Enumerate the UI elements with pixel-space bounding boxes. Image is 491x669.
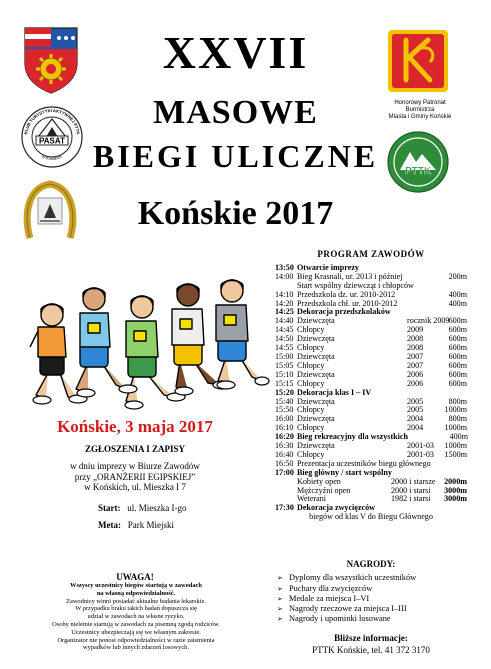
program-distance: 1000m <box>444 405 467 415</box>
program-time: 14:50 <box>275 334 294 344</box>
start-location <box>98 503 186 513</box>
program-time: 16:20 <box>275 432 294 442</box>
program-time: 16:40 <box>275 449 294 459</box>
program-time: 15:20 <box>275 387 294 397</box>
main-race-year: 2000 i starsi <box>391 485 431 495</box>
main-race-distance: 3000m <box>444 485 467 495</box>
main-race-rows <box>275 478 467 505</box>
program-desc: Chłopcy <box>297 360 325 370</box>
notice-bold-1: Wszyscy uczestnicy biegów startują w zawodach <box>70 582 202 589</box>
program-distance <box>467 460 491 469</box>
info-title: Bliższe informacje: <box>334 633 408 643</box>
program-desc: Dziewczęta <box>297 441 335 451</box>
main-race-indent <box>275 487 297 496</box>
program-year: 2008 <box>407 343 424 353</box>
program-year: 2001-03 <box>407 449 434 459</box>
main-race-category: Mężczyźni open <box>297 485 351 495</box>
program-desc: Chłopcy <box>297 343 325 353</box>
main-race-distance: 2000m <box>444 476 467 486</box>
awards-title: NAGRODY: <box>346 559 396 569</box>
patronat-line-3: Miasta i Gminy Końskie <box>388 114 452 120</box>
program-time: 14:45 <box>275 325 294 335</box>
patronat-line-2: Burmistrza <box>405 107 435 113</box>
main-race-category: Weterani <box>297 494 327 504</box>
program-distance: 600m <box>448 334 467 344</box>
program-desc: Dziewczęta <box>297 369 335 379</box>
program-year: 2006 <box>407 378 424 388</box>
program-year: 2004 <box>407 423 424 433</box>
program-time: 13:50 <box>275 262 294 272</box>
program-time: 17:00 <box>275 467 294 477</box>
notice-line-2: W przypadku braku takich badań dopuszcza się <box>75 605 197 613</box>
program-time: 15:40 <box>275 396 294 406</box>
award-item: ➢ Medale za miejsca I–VI <box>275 594 467 604</box>
program-desc: Chłopcy <box>297 423 325 433</box>
program-year: 2008 <box>407 334 424 344</box>
edition-title: XXVII <box>162 27 309 78</box>
program-year: 2005 <box>407 396 424 406</box>
start-label: Start: <box>98 503 121 513</box>
main-race-year: 2000 i starsze <box>391 476 436 486</box>
program-year <box>407 264 443 273</box>
program-time: 16:50 <box>275 458 294 468</box>
pttk-logo-text: PTTK <box>404 166 432 177</box>
program-section <box>275 250 467 522</box>
notice-line-3: udział w zawodach na własne ryzyko. <box>87 613 185 621</box>
final-time: 17:30 <box>275 503 294 513</box>
registration-line-2: przy „ORANŻERII EGIPSKIEJ” <box>74 471 196 482</box>
award-item: ➢ Nagrody i upominki losowane <box>275 614 467 624</box>
finish-location <box>98 520 174 530</box>
program-desc: Chłopcy <box>297 405 325 415</box>
program-desc: Bieg Krasnali, ur. 2013 i później <box>297 271 403 281</box>
program-year: 2007 <box>407 351 424 361</box>
program-distance: 600m <box>448 325 467 335</box>
program-distance: 400m <box>448 298 467 308</box>
registration-body <box>0 461 270 493</box>
meta-value: Park Miejski <box>127 520 174 530</box>
program-year: 2007 <box>407 360 424 370</box>
program-time: 15:00 <box>275 351 294 361</box>
program-distance: 1500m <box>444 449 467 459</box>
main-race-year: 1982 i starsi <box>391 494 431 504</box>
program-desc: Dziewczęta <box>297 334 335 344</box>
info-contact: PTTK Końskie, tel. 41 372 3170 <box>312 645 430 655</box>
runners-illustration <box>30 265 270 415</box>
program-distance: 600m <box>448 316 467 326</box>
registration-title: ZGŁOSZENIA I ZAPISY <box>84 444 186 454</box>
program-desc: Prezentacja uczestników biegu głównego <box>297 458 431 468</box>
program-distance: 600m <box>448 369 467 379</box>
title-line-1: MASOWE <box>153 94 318 131</box>
program-time: 16:00 <box>275 414 294 424</box>
program-time: 15:05 <box>275 360 294 370</box>
awards-section <box>275 559 467 625</box>
program-time: 14:40 <box>275 316 294 326</box>
notice-line-5: Uczestnicy ubezpieczają się we własnym zakresie. <box>71 628 201 636</box>
program-time: 15:50 <box>275 405 294 415</box>
program-year <box>431 460 467 469</box>
program-time: 15:10 <box>275 369 294 379</box>
program-year: 2005 <box>407 405 424 415</box>
program-year: rocznik 2009 <box>407 316 450 326</box>
program-time: 14:25 <box>275 307 294 317</box>
final-label: Dekoracja zwycięzców <box>297 503 375 513</box>
program-title: PROGRAM ZAWODÓW <box>317 249 425 259</box>
program-desc: Start wspólny dziewcząt i chłopców <box>297 280 414 290</box>
program-distance: 600m <box>448 378 467 388</box>
notice-title: UWAGA! <box>116 572 154 582</box>
main-race-category: Kobiety open <box>297 476 341 486</box>
program-distance: 800m <box>448 414 467 424</box>
program-year <box>414 282 450 291</box>
award-item: ➢ Nagrody rzeczowe za miejsca I–III <box>275 604 467 614</box>
program-time: 14:10 <box>275 289 294 299</box>
program-distance: 800m <box>448 396 467 406</box>
patronat-line-1: Honorowy Patronat <box>394 100 446 106</box>
notice-bold-2: na własną odpowiedzialność. <box>96 589 176 597</box>
program-distance: 600m <box>448 351 467 361</box>
program-desc: Dziewczęta <box>297 351 335 361</box>
award-item: ➢ Puchary dla zwycięzców <box>275 584 467 594</box>
program-distance: 1000m <box>444 423 467 433</box>
program-time: 16:10 <box>275 423 294 433</box>
final-sub: biegów od klas V do Biegu Głównego <box>309 512 433 522</box>
program-desc: Dziewczęta <box>297 414 335 424</box>
program-desc: Chłopcy <box>297 325 325 335</box>
program-time: 15:15 <box>275 378 294 388</box>
main-race-indent <box>275 478 297 487</box>
program-desc: Bieg główny / start wspólny <box>297 467 392 477</box>
meta-label: Meta: <box>98 520 121 530</box>
notice-body <box>20 582 252 652</box>
program-distance: 1000m <box>444 441 467 451</box>
program-desc: Bieg rekreacyjny dla wszystkich <box>297 432 408 442</box>
pasat-ring-bottom-text: w Końskich <box>41 153 63 162</box>
program-desc: Przedszkola dz. ur. 2010-2012 <box>297 289 396 299</box>
program-desc: Otwarcie imprezy <box>297 262 359 272</box>
program-year: 2004 <box>407 414 424 424</box>
registration-line-3: w Końskich, ul. Mieszka I 7 <box>84 482 186 492</box>
program-desc: Dekoracja przedszkolaków <box>297 307 391 317</box>
program-distance: 400m <box>448 289 467 299</box>
award-item: ➢ Dyplomy dla wszystkich uczestników <box>275 573 467 583</box>
program-desc: Chłopcy <box>297 378 325 388</box>
program-year: 2009 <box>407 325 424 335</box>
program-distance: 600m <box>448 360 467 370</box>
program-year <box>407 300 443 309</box>
program-year: 2001-03 <box>407 441 434 451</box>
city-year-title: Końskie 2017 <box>137 195 334 232</box>
program-desc: Dziewczęta <box>297 396 335 406</box>
program-distance: 400m <box>449 432 468 442</box>
program-desc: Dziewczęta <box>297 316 335 326</box>
program-time: 14:00 <box>275 271 294 281</box>
event-date: Końskie, 3 maja 2017 <box>57 417 213 436</box>
program-year <box>407 291 443 300</box>
start-value: ul. Mieszka I-go <box>127 503 187 513</box>
program-year: 2006 <box>407 369 424 379</box>
program-desc: Chłopcy <box>297 449 325 459</box>
program-desc: Dekoracja klas I – IV <box>297 387 372 397</box>
pasat-logo-text: PASAT <box>39 136 65 146</box>
registration-line-1: w dniu imprezy w Biurze Zawodów <box>70 461 200 471</box>
notice-line-4: Osoby nieletnie startują w zawodach za pisemną zgodą rodziców. <box>52 620 220 628</box>
program-time: 14:20 <box>275 298 294 308</box>
program-desc: Przedszkola chł. ur. 2010-2012 <box>297 298 398 308</box>
awards-list <box>275 573 467 624</box>
title-line-2: BIEGI ULICZNE <box>92 138 379 174</box>
program-distance: 200m <box>448 271 467 281</box>
program-time: 14:55 <box>275 343 294 353</box>
program-time: 16:30 <box>275 441 294 451</box>
program-distance: 600m <box>448 343 467 353</box>
notice-line-1: Zawodnicy winni posiadać aktualne badania lekarskie. <box>66 597 206 605</box>
main-race-distance: 3000m <box>444 494 467 504</box>
program-rows <box>275 264 467 478</box>
notice-line-7: wypadków lub innych zdarzeń losowych. <box>83 644 189 652</box>
notice-line-6: Organizator nie ponosi odpowiedzialności w razie zaistnienia <box>57 636 215 644</box>
pasat-ring-top-text: KLUB TURYSTYKI AKTYWNEJ PTTK <box>23 107 81 135</box>
